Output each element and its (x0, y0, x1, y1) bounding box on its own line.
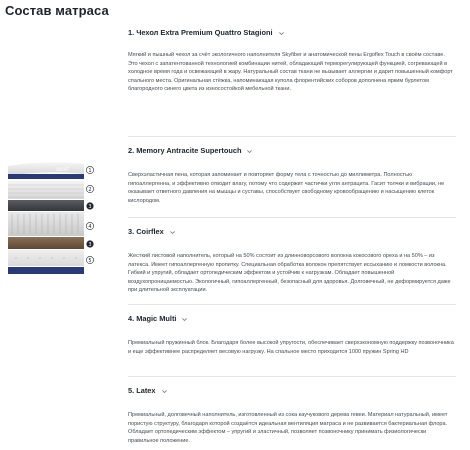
section-heading: 2. Memory Antracite Supertouch (128, 146, 242, 155)
cover-band (8, 174, 84, 179)
chevron-down-icon (169, 229, 176, 236)
latex-layer (8, 250, 84, 266)
chevron-down-icon (161, 388, 168, 395)
chevron-down-icon (246, 148, 253, 155)
spring-block-layer (8, 212, 84, 236)
section-body: Премиальный пружинный блок. Благодаря более высокой упругости, обеспечивает сверхэкономную поддержку позвоночника и еще эффективнее распределяет весовую нагрузку. На спальное место приходится 1000 пружин Spring HD (128, 340, 454, 355)
section-coirflex (128, 218, 456, 305)
section-memory-foam-header[interactable] (128, 137, 456, 159)
marker-3b-label: 3 (88, 242, 92, 248)
section-latex-header[interactable] (128, 377, 456, 399)
section-heading: 4. Magic Multi (128, 314, 177, 323)
section-body: Сверхэластичная пена, которая запоминает и повторяет форму тела с точностью до миллиметра. Полностью гипоаллергенна, и эффективно отводит влагу, потому что содержит частички угля антрацита. Гасит толчки и вибрации, не оказывает ответного давления на мышцы и суставы, способствует свободному кровообращению и насыщению клеток кислородом. (128, 172, 445, 204)
marker-4-label: 4 (88, 224, 92, 230)
section-coirflex-header[interactable] (128, 218, 456, 240)
section-cover-header[interactable] (128, 20, 456, 40)
layers-accordion (128, 20, 456, 450)
marker-3-label: 3 (88, 204, 92, 210)
section-memory-foam (128, 137, 456, 218)
cover-layer (8, 162, 84, 176)
section-latex (128, 377, 456, 450)
memory-foam-layer (8, 181, 84, 199)
section-magic-multi-header[interactable] (128, 305, 456, 327)
section-heading: 3. Coirflex (128, 227, 164, 236)
coirflex-layer-top (8, 200, 84, 211)
mattress-layers-graphic (4, 160, 100, 288)
section-body: Жесткий листовой наполнитель, который на 50% состоит из длинноворсового волокна кокосового ореха и на 50% – из латекса. Имеет гипоаллергенную пропитку. Специальная обработка волокон препятствует иссыханию и ломкости волокна. Гибкий и упругий, обладает ортопедическим эффектом и устойчив к нагрузкам. Обладает повышенной воздухопроницаемостью. Экологичный, гипоаллергенный, безопасный для здоровья. Долговечный, не деформируется даже при длительной эксплуатации. (128, 253, 451, 294)
marker-1-label: 1 (88, 168, 92, 174)
coirflex-layer-bottom (8, 237, 84, 249)
section-body: Мягкий и пышный чехол за счёт экологичного наполнителя Skyfiber и анатомической пены Ergoflex Touch в своём составе. Это чехол с запатентованной технологией комбинации нитей, обладающий терморегулирующей функцией, согревающей в холодное время года и освежающей в жару. Натуральный состав ткани не вызывает аллергии и дарит повышенный комфорт спального места. Оригинальная стёжка, напоминающая купола флорентийских соборов дополнена ярким бурлетом благородного синего цвета из износостойкой мебельной ткани. (128, 52, 453, 93)
section-magic-multi (128, 305, 456, 377)
marker-5-label: 5 (88, 258, 92, 264)
marker-2-label: 2 (88, 187, 92, 193)
section-heading: 5. Latex (128, 386, 156, 395)
page-title: Состав матраса (5, 3, 109, 18)
chevron-down-icon (278, 30, 285, 37)
brand-label: SKYHT (56, 167, 69, 172)
section-heading: 1. Чехол Extra Premium Quattro Stagioni (128, 28, 273, 37)
section-body: Премиальный, долговечный наполнитель, изготовленный из сока каучукового дерева гевеи. Материал натуральный, имеет пористую структуру, благодаря которой создаётся идеальная вентиляция матраса и не развивается бактериальная флора. Обладает ортопедическим эффектом – упругий и эластичный, позволяет позвоночнику принимать физиологически правильное положение. (128, 412, 448, 444)
section-cover (128, 20, 456, 137)
bottom-band (8, 267, 84, 274)
chevron-down-icon (181, 316, 188, 323)
mattress-illustration (4, 160, 100, 288)
